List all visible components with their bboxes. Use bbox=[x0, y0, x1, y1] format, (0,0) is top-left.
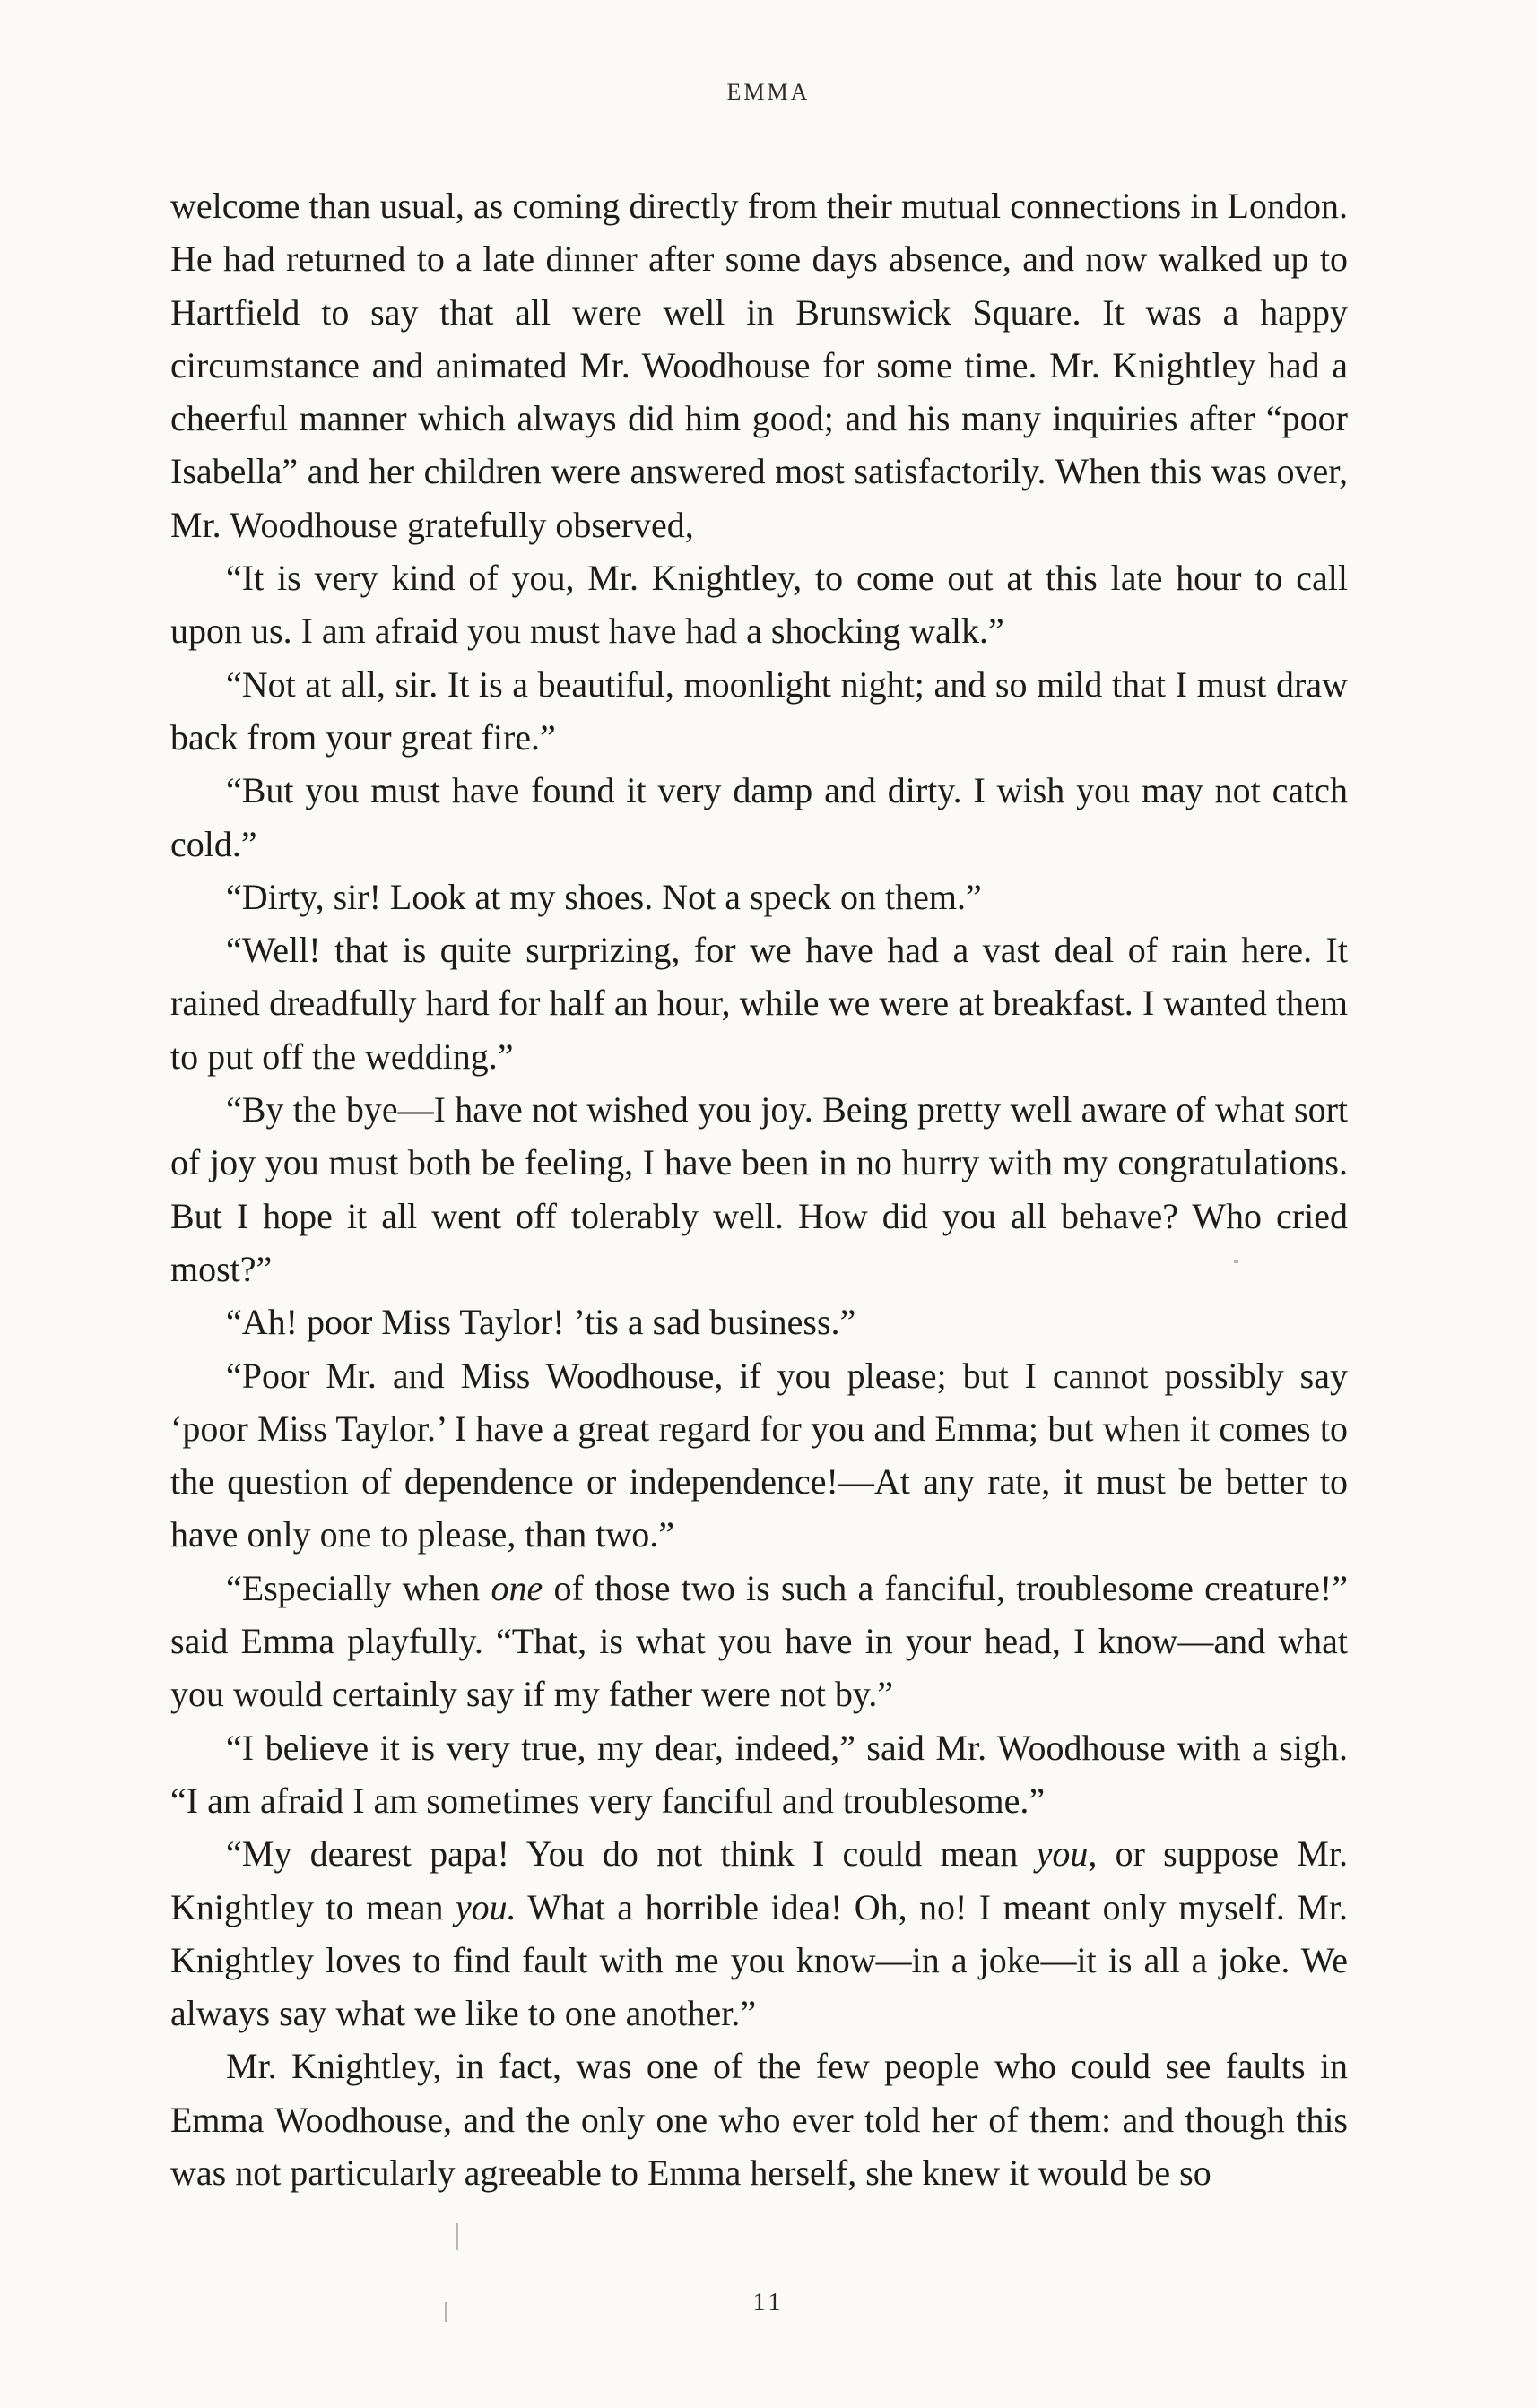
text-run: of those two is such a fanciful, troublesome creature!” said Emma playfully. “That, is what you have in your head, I know—and what you would certainly say if my father were not by.” bbox=[170, 1567, 1348, 1715]
paragraph bbox=[170, 1562, 1348, 1721]
paragraph: “Dirty, sir! Look at my shoes. Not a speck on them.” bbox=[226, 876, 982, 917]
italic-emphasis: you. bbox=[455, 1886, 517, 1927]
body-text bbox=[170, 179, 1348, 2199]
text-run: or suppose Mr. Knightley to mean bbox=[170, 1833, 1348, 1927]
running-head: EMMA bbox=[726, 79, 811, 105]
paragraph: “It is very kind of you, Mr. Knightley, to come out at this late hour to call upon us. I am afraid you must have had a shocking walk.” bbox=[170, 558, 1348, 652]
paragraph: “By the bye—I have not wished you joy. Being pretty well aware of what sort of joy you must both be feeling, I have been in no hurry with my congratulations. But I hope it all went off tolerably well. How did you all behave? Who cried most?” bbox=[170, 1089, 1348, 1289]
scan-mark bbox=[445, 2302, 447, 2322]
scan-mark bbox=[456, 2223, 458, 2250]
paragraph bbox=[170, 1827, 1348, 2040]
paragraph: “Poor Mr. and Miss Woodhouse, if you please; but I cannot possibly say ‘poor Miss Taylor.’ I have a great regard for you and Emma; but when it comes to the question of dependence or independence!—At any rate, it must be better to have only one to please, than two.” bbox=[170, 1355, 1348, 1555]
paragraph: “Well! that is quite surprizing, for we have had a vast deal of rain here. It rained dreadfully hard for half an hour, while we were at breakfast. I wanted them to put off the wedding.” bbox=[170, 930, 1348, 1077]
page-number: 11 bbox=[752, 2289, 785, 2317]
italic-emphasis: one bbox=[491, 1567, 543, 1608]
paragraph: “But you must have found it very damp and dirty. I wish you may not catch cold.” bbox=[170, 770, 1348, 864]
paragraph: “Not at all, sir. It is a beautiful, moonlight night; and so mild that I must draw back from your great fire.” bbox=[170, 663, 1348, 758]
paragraph: “Ah! poor Miss Taylor! ’tis a sad business.” bbox=[226, 1302, 856, 1343]
scan-mark bbox=[1234, 1260, 1238, 1263]
text-run: “My dearest papa! You do not think I could mean bbox=[226, 1833, 1037, 1875]
paragraph: welcome than usual, as coming directly from their mutual connections in London. He had returned to a late dinner after some days absence, and now walked up to Hartfield to say that all were well in Brunswick Square. It was a happy circumstance and animated Mr. Woodhouse for some time. Mr. Knightley had a cheerful manner which always did him good; and his many inquiries after “poor Isabella” and her children were answered most satisfactorily. When this was over, Mr. Woodhouse gratefully observed, bbox=[170, 186, 1348, 545]
italic-emphasis: you, bbox=[1036, 1833, 1098, 1875]
text-run: What a horrible idea! Oh, no! I meant only myself. Mr. Knightley loves to find fault with me you know—in a joke—it is all a joke. We always say what we like to one another.” bbox=[170, 1886, 1349, 2034]
paragraph: Mr. Knightley, in fact, was one of the few people who could see faults in Emma Woodhouse, and the only one who ever told her of them: and though this was not particularly agreeable to Emma herself, she knew it would be so bbox=[170, 2046, 1348, 2193]
paragraph: “I believe it is very true, my dear, indeed,” said Mr. Woodhouse with a sigh. “I am afraid I am sometimes very fanciful and troublesome.” bbox=[170, 1727, 1348, 1821]
text-run: “Especially when bbox=[226, 1567, 491, 1608]
